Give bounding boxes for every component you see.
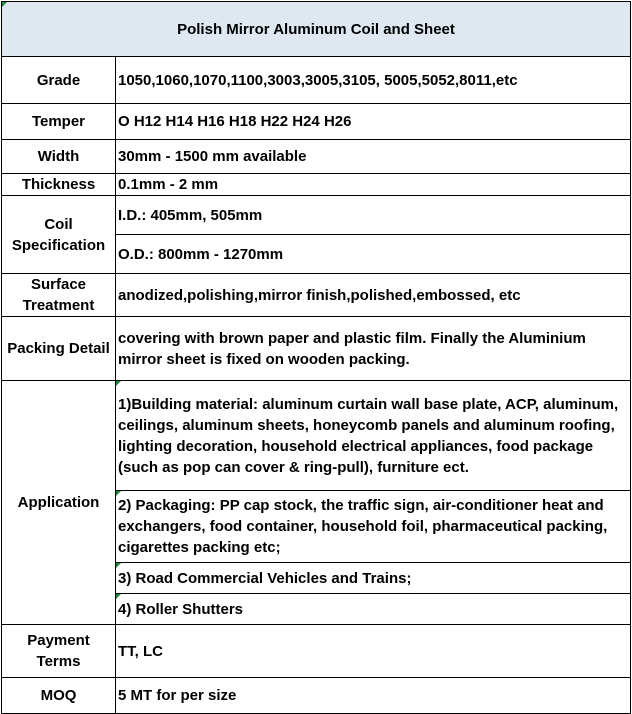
- application-item-2: [116, 491, 631, 563]
- row-moq: [2, 678, 631, 714]
- spec-table: [1, 1, 631, 714]
- label-surface-treatment: Surface Treatment: [2, 274, 116, 317]
- value-coil-id: I.D.: 405mm, 505mm: [116, 196, 631, 235]
- cell-marker-icon: [116, 491, 121, 496]
- row-width: [2, 140, 631, 174]
- row-payment: [2, 625, 631, 678]
- value-thickness: 0.1mm - 2 mm: [116, 174, 631, 196]
- value-coil-od: O.D.: 800mm - 1270mm: [116, 235, 631, 274]
- value-width: 30mm - 1500 mm available: [116, 140, 631, 174]
- row-surface: [2, 274, 631, 317]
- application-item-4: [116, 594, 631, 625]
- value-surface-treatment: anodized,polishing,mirror finish,polished,embossed, etc: [116, 274, 631, 317]
- value-temper: O H12 H14 H16 H18 H22 H24 H26: [116, 104, 631, 140]
- row-temper: [2, 104, 631, 140]
- label-coil-specification: Coil Specification: [2, 196, 116, 274]
- application-item-4-prefix: 4) Roller Shutters: [118, 600, 244, 618]
- label-width: Width: [2, 140, 116, 174]
- label-thickness: Thickness: [2, 174, 116, 196]
- application-item-2-prefix: 2) Packaging:: [118, 497, 216, 514]
- page-title: Polish Mirror Aluminum Coil and Sheet: [177, 20, 455, 38]
- application-item-3-prefix: 3) Road Commercial Vehicles and Trains;: [118, 569, 412, 587]
- value-payment-terms: TT, LC: [116, 625, 631, 678]
- row-application-1: [2, 381, 631, 491]
- application-item-2-text: PP cap stock, the traffic sign, air-conditioner heat and exchangers, food container, household foil, pharmaceutical packing, cigarettes packing etc;: [118, 497, 608, 556]
- application-item-1-text: aluminum curtain wall base plate, ACP, aluminum, ceilings, aluminum sheets, honeycomb panels and aluminum roofing, lighting decoration, household electrical appliances, food package (such as pop can cover & ring-pull), furniture ect.: [118, 395, 619, 476]
- row-thickness: [2, 174, 631, 196]
- row-grade: [2, 57, 631, 104]
- title-row: [2, 2, 631, 57]
- cell-marker-icon: [2, 2, 7, 7]
- label-payment-terms: Payment Terms: [2, 625, 116, 678]
- cell-marker-icon: [116, 594, 121, 599]
- row-coil-id: [2, 196, 631, 235]
- label-packing-detail: Packing Detail: [2, 317, 116, 381]
- label-temper: Temper: [2, 104, 116, 140]
- application-item-3: [116, 563, 631, 594]
- label-application: Application: [2, 381, 116, 625]
- title-cell: [2, 2, 631, 57]
- application-item-1-prefix: 1)Building material:: [118, 395, 259, 413]
- cell-marker-icon: [116, 563, 121, 568]
- value-grade: 1050,1060,1070,1100,3003,3005,3105, 5005,5052,8011,etc: [116, 57, 631, 104]
- cell-marker-icon: [116, 381, 121, 386]
- label-grade: Grade: [2, 57, 116, 104]
- application-item-1: [116, 381, 631, 491]
- value-moq: 5 MT for per size: [116, 678, 631, 714]
- label-moq: MOQ: [2, 678, 116, 714]
- row-packing: [2, 317, 631, 381]
- value-packing-detail: covering with brown paper and plastic film. Finally the Aluminium mirror sheet is fixed on wooden packing.: [116, 317, 631, 381]
